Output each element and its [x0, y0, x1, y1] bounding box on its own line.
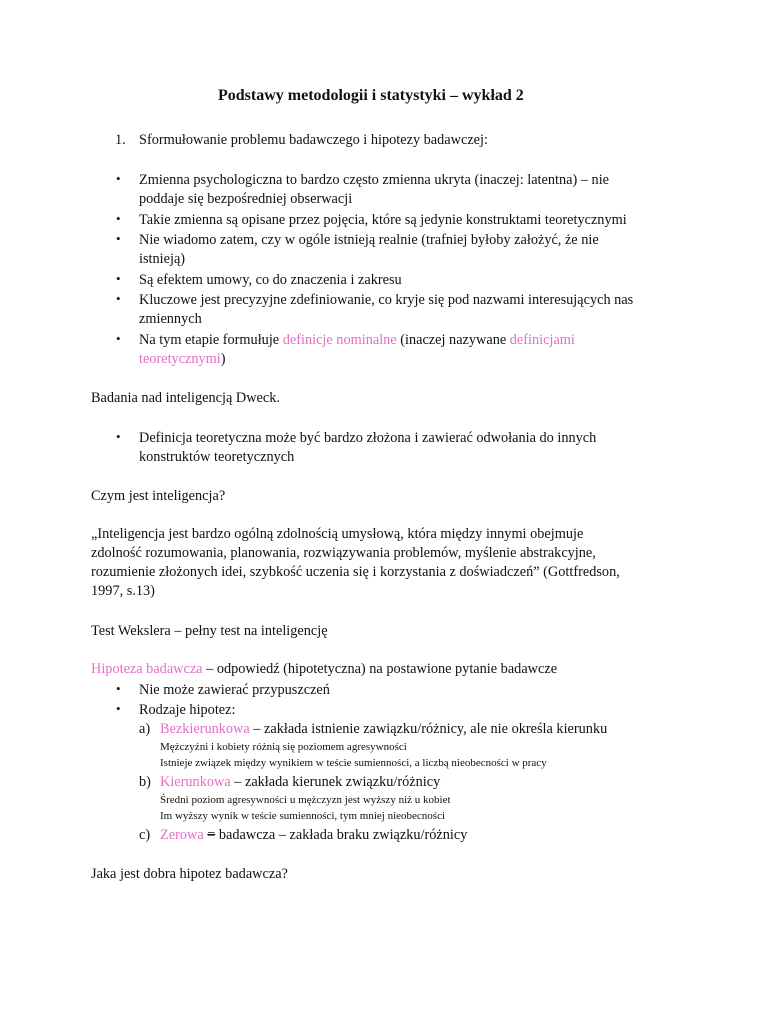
bullet-text: Zmienna psychologiczna to bardzo często zmienna ukryta (inaczej: latentna) – nie	[139, 172, 610, 188]
bullet-icon: •	[116, 271, 121, 286]
section-heading: Sformułowanie problemu badawczego i hipotezy badawczej:	[139, 132, 488, 148]
hypothesis-type	[160, 826, 467, 845]
bullet-text-nominal-cont	[139, 350, 226, 369]
bullet-text: zmiennych	[139, 311, 202, 327]
bullet-text: Nie wiadomo zatem, czy w ogóle istnieją realnie (trafniej byłoby założyć, że nie	[139, 232, 599, 248]
highlighted-term: Bezkierunkowa	[160, 721, 250, 737]
highlighted-term: definicje nominalne	[282, 332, 397, 348]
list-label: b)	[139, 774, 151, 790]
bullet-icon: •	[116, 171, 121, 186]
bullet-text: Są efektem umowy, co do znaczenia i zakresu	[139, 272, 402, 288]
highlighted-term: teoretycznymi	[139, 351, 221, 367]
quote-line: „Inteligencja jest bardzo ogólną zdolnością umysłową, która między innymi obejmuje	[91, 526, 584, 542]
bullet-text: Definicja teoretyczna może być bardzo złożona i zawierać odwołania do innych	[139, 430, 597, 446]
highlighted-term: Hipoteza badawcza	[91, 661, 203, 677]
example-text: Średni poziom agresywności u mężczyzn jest wyższy niż u kobiet	[160, 794, 451, 806]
paragraph: Badania nad inteligencją Dweck.	[91, 390, 280, 406]
list-label: c)	[139, 827, 151, 843]
paragraph: Test Wekslera – pełny test na inteligencję	[91, 623, 328, 639]
bullet-text: Nie może zawierać przypuszczeń	[139, 682, 330, 698]
hypothesis-definition	[91, 660, 557, 679]
quote-line: zdolność rozumowania, planowania, rozwiązywania problemów, myślenie abstrakcyjne,	[91, 545, 596, 561]
bullet-text: konstruktów teoretycznych	[139, 449, 295, 465]
bullet-icon: •	[116, 681, 121, 696]
text-span: – zakłada kierunek związku/różnicy	[230, 774, 441, 790]
bullet-text: Rodzaje hipotez:	[139, 702, 236, 718]
bullet-icon: •	[116, 701, 121, 716]
paragraph: Czym jest inteligencja?	[91, 488, 226, 504]
text-span: – odpowiedź (hipotetyczna) na postawione pytanie badawcze	[202, 661, 558, 677]
bullet-text: istnieją)	[139, 251, 186, 267]
example-text: Istnieje związek między wynikiem w teście sumienności, a liczbą nieobecności w pracy	[160, 757, 547, 769]
bullet-icon: •	[116, 429, 121, 444]
paragraph: Jaka jest dobra hipotez badawcza?	[91, 866, 288, 882]
document-title: Podstawy metodologii i statystyki – wykład 2	[218, 87, 524, 104]
bullet-icon: •	[116, 211, 121, 226]
bullet-text: Takie zmienna są opisane przez pojęcia, które są jedynie konstruktami teoretycznymi	[139, 212, 627, 228]
struck-mark: =	[207, 827, 216, 843]
quote-line: 1997, s.13)	[91, 583, 155, 599]
bullet-icon: •	[116, 331, 121, 346]
example-text: Im wyższy wynik w teście sumienności, tym mniej nieobecności	[160, 810, 446, 822]
highlighted-term: Kierunkowa	[160, 774, 231, 790]
example-text: Mężczyźni i kobiety różnią się poziomem agresywności	[160, 741, 407, 753]
bullet-icon: •	[116, 291, 121, 306]
highlighted-term: Zerowa	[160, 827, 204, 843]
quote-line: rozumienie złożonych idei, szybkość uczenia się i korzystania z doświadczeń” (Gottfredson,	[91, 564, 620, 580]
text-span: – zakłada istnienie zawiązku/różnicy, ale nie określa kierunku	[249, 721, 608, 737]
text-span: badawcza – zakłada braku związku/różnicy	[215, 827, 468, 843]
bullet-text: poddaje się bezpośredniej obserwacji	[139, 191, 353, 207]
text-span: (inaczej nazywane	[396, 332, 510, 348]
highlighted-term: definicjami	[509, 332, 575, 348]
section-number: 1.	[115, 132, 126, 148]
hypothesis-type	[160, 720, 607, 739]
bullet-text: Kluczowe jest precyzyjne zdefiniowanie, co kryje się pod nazwami interesujących nas	[139, 292, 634, 308]
list-label: a)	[139, 721, 151, 737]
text-span: )	[220, 351, 226, 367]
hypothesis-type	[160, 773, 440, 792]
bullet-text-nominal	[139, 331, 575, 350]
bullet-icon: •	[116, 231, 121, 246]
text-span: Na tym etapie formułuje	[139, 332, 283, 348]
